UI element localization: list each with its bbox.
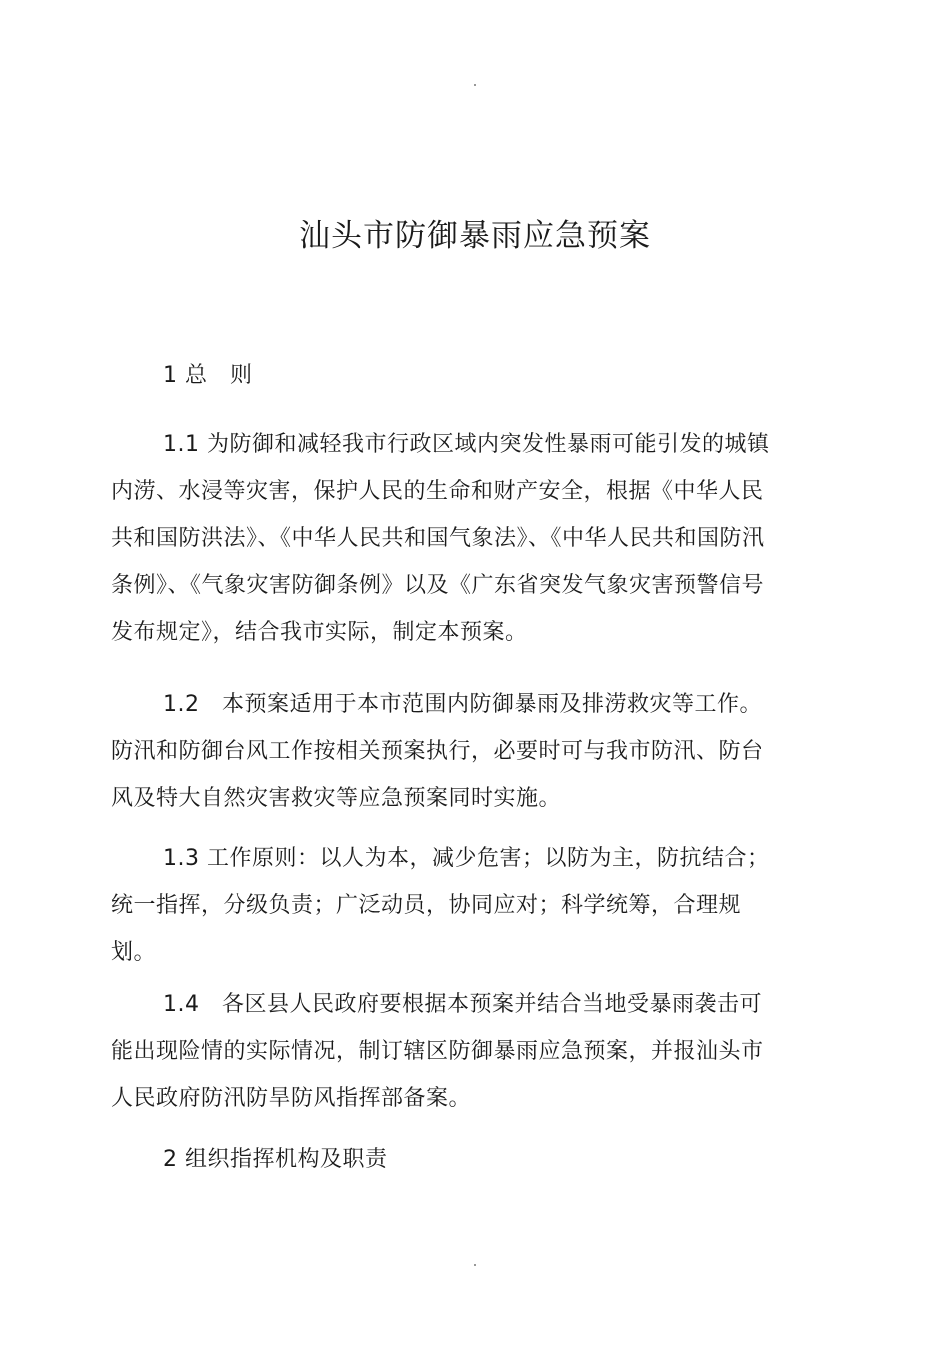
page-marker-dot xyxy=(474,84,476,86)
paragraph: 1.1 为防御和减轻我市行政区域内突发性暴雨可能引发的城镇内涝、水浸等灾害，保护人民的生命和财产安全，根据《中华人民共和国防洪法》、《中华人民共和国气象法》、《中华人民共和国防汛条例》、《气象灾害防御条例》以及《广东省突发气象灾害预警信号发布规定》，结合我市实际，制定本预案。 xyxy=(111,432,770,645)
section-heading: 2 组织指挥机构及职责 xyxy=(163,1147,388,1172)
paragraph: 1.4 各区县人民政府要根据本预案并结合当地受暴雨袭击可能出现险情的实际情况，制订辖区防御暴雨应急预案，并报汕头市人民政府防汛防旱防风指挥部备案。 xyxy=(111,992,764,1111)
paragraph: 1.3 工作原则：以人为本，减少危害；以防为主，防抗结合；统一指挥，分级负责；广泛动员，协同应对；科学统筹，合理规划。 xyxy=(111,846,770,965)
section-heading: 1 总 则 xyxy=(163,363,253,388)
paragraph: 1.2 本预案适用于本市范围内防御暴雨及排涝救灾等工作。防汛和防御台风工作按相关预案执行，必要时可与我市防汛、防台风及特大自然灾害救灾等应急预案同时实施。 xyxy=(111,692,764,811)
page-marker-dot xyxy=(474,1264,476,1266)
document-title: 汕头市防御暴雨应急预案 xyxy=(299,218,651,254)
